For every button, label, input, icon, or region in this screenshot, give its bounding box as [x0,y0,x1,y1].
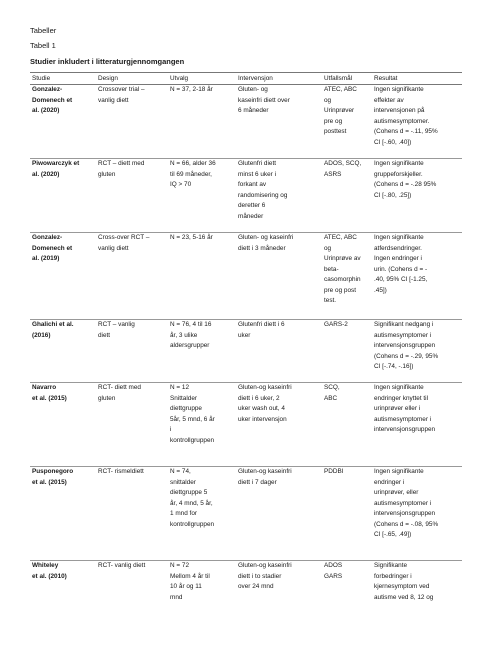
table-row [30,561,462,604]
cell-outcome: GARS-2 [324,321,348,328]
cell-study: Gonzalez- Domenech et al. (2020) [32,86,73,114]
cell-sample: N = 12 Snittalder diettgruppe 5år, 5 mnd, 6 år i kontrollgruppen [170,384,215,444]
cell-result: Ingen signifikante atferdsendringer. Ingen endringer i urin. (Cohens d = - .40, 95% CI [-1.25, .45]) [374,234,428,294]
cell-result: Ingen signifikante gruppeforskjeller. (Cohens d = -.28 95% CI [-.80, .25]) [374,160,437,199]
table-title: Studier inkludert i litteraturgjennomgangen [30,57,185,66]
cell-design: Crossover trial – vanlig diett [98,86,145,104]
cell-design: Cross-over RCT – vanlig diett [98,234,150,252]
cell-sample: N = 66, alder 36 til 69 måneder, IQ > 70 [170,160,216,188]
cell-intervention: Gluten-og kaseinfri diett i 7 dager [238,468,292,486]
cell-sample: N = 74, snittalder diettgruppe 5 år, 4 mnd, 5 år, 1 mnd for kontrollgruppen [170,468,215,528]
cell-outcome: PDDBI [324,468,344,475]
cell-study: Whiteley et al. (2010) [32,562,67,580]
cell-outcome: ATEC, ABC og Urinprøve av beta- casomorphin pre og post test. [324,234,361,304]
cell-study: Navarro et al. (2015) [32,384,67,402]
cell-outcome: ADOS GARS [324,562,343,580]
cell-design: RCT – vanlig diett [98,321,135,339]
cell-result: Ingen signifikante endringer knyttet til urinprøver eller i autismesymptomer i intervensjonsgruppen [374,384,436,433]
cell-result: Ingen signifikante effekter av intervensjonen på autismesymptomer. (Cohens d = -.11, 95% CI [-.60, .40]) [374,86,438,146]
column-header-sample: Utvalg [170,75,189,82]
column-header-study: Studie [32,75,51,82]
studies-table [30,72,462,603]
cell-intervention: Glutenfri diett minst 6 uker i forkant av randomisering og deretter 6 måneder [238,160,288,220]
cell-intervention: Gluten-og kaseinfri diett i 6 uker, 2 uker wash out, 4 uker intervensjon [238,384,292,423]
cell-sample: N = 37, 2-18 år [170,86,213,93]
cell-study: Gonzalez- Domenech et al. (2019) [32,234,73,262]
cell-intervention: Gluten-og kaseinfri diett i to stadier over 24 mnd [238,562,292,590]
column-header-intervention: Intervensjon [238,75,273,82]
cell-design: RCT- vanlig diett [98,562,146,569]
cell-outcome: ADOS, SCQ, ASRS [324,160,362,178]
column-header-result: Resultat [374,75,398,82]
table-row [30,159,462,233]
table-row [30,233,462,320]
cell-sample: N = 72 Mellom 4 år til 10 år og 11 mnd [170,562,210,601]
cell-result: Ingen signifikante endringer i urinprøver, eller autismesymptomer i intervensjonsgruppen (Cohens d = -.08, 95% CI [-.65, .49]) [374,468,439,538]
cell-intervention: Gluten- og kaseinfri diett i 3 måneder [238,234,294,252]
cell-outcome: ATEC, ABC og Urinprøver pre og posttest [324,86,357,135]
cell-intervention: Glutenfri diett i 6 uker [238,321,285,339]
column-header-design: Design [98,75,118,82]
cell-sample: N = 76, 4 til 16 år, 3 ulike aldersgrupper [170,321,212,349]
table-body [30,85,462,604]
table-row [30,85,462,159]
table-header [30,73,462,85]
table-row [30,320,462,383]
cell-intervention: Gluten- og kaseinfri diett over 6 måneder [238,86,290,114]
table-row [30,383,462,467]
cell-study: Piwowarczyk et al. (2020) [32,160,80,178]
cell-design: RCT- rismeldiett [98,468,144,475]
cell-design: RCT – diett med gluten [98,160,145,178]
cell-result: Signifikant nedgang i autismesymptomer i intervensjonsgruppen (Cohens d = -.29, 95% CI [-.74, -.16]) [374,321,439,370]
cell-design: RCT- diett med gluten [98,384,141,402]
cell-study: Pusponegoro et al. (2015) [32,468,74,486]
section-heading: Tabeller [30,26,57,35]
table-row [30,467,462,561]
cell-sample: N = 23, 5-16 år [170,234,213,241]
cell-study: Ghalichi et al. (2016) [32,321,74,339]
table-number: Tabell 1 [30,41,56,50]
cell-result: Signifikante forbedringer i kjernesymptom ved autisme ved 8, 12 og [374,562,434,601]
column-header-outcome: Utfallsmål [324,75,353,82]
cell-outcome: SCQ, ABC [324,384,340,402]
header-row [30,73,462,85]
page-header [30,26,470,67]
